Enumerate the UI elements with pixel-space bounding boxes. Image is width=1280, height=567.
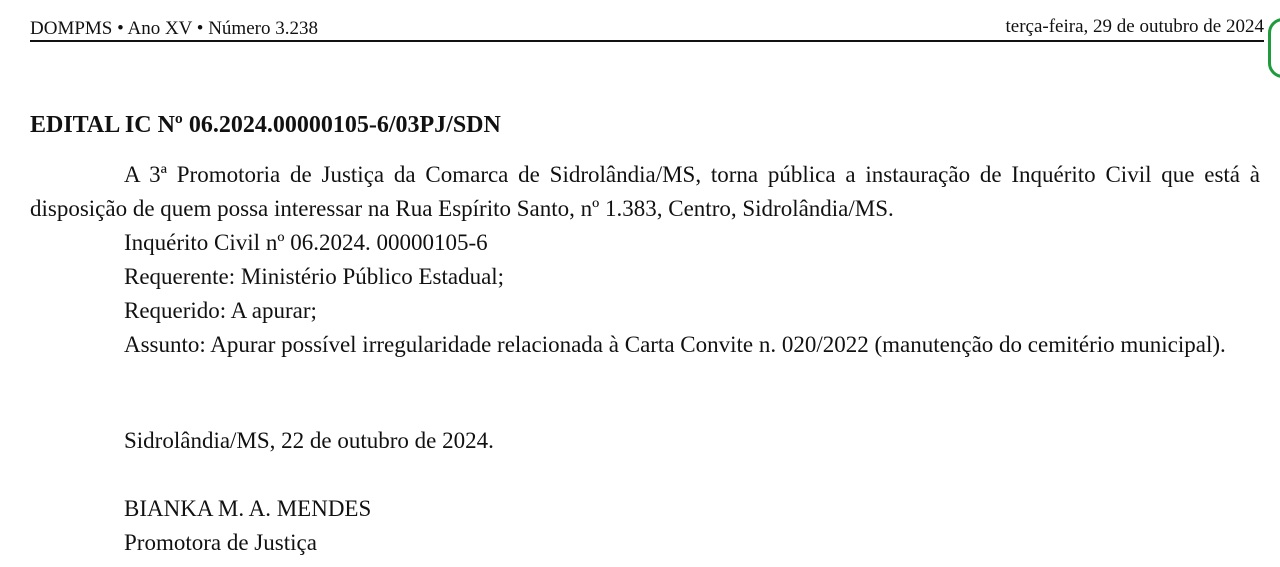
signatory-role: Promotora de Justiça [124, 530, 317, 555]
signatory-name-block [30, 492, 1260, 526]
assunto-text: Assunto: Apurar possível irregularidade relacionada à Carta Convite n. 020/2022 (manutenção do cemitério municipal). [124, 332, 1226, 357]
publication-date: terça-feira, 29 de outubro de 2024 [1005, 16, 1264, 37]
requerente-line-block [30, 260, 1260, 294]
requerente-line: Requerente: Ministério Público Estadual; [124, 264, 505, 289]
intro-paragraph [30, 158, 1260, 226]
place-date-block [30, 424, 1260, 458]
place-date: Sidrolândia/MS, 22 de outubro de 2024. [124, 428, 494, 453]
inquerito-line: Inquérito Civil nº 06.2024. 00000105-6 [124, 230, 488, 255]
page-header [30, 14, 1264, 42]
edital-title: EDITAL IC Nº 06.2024.00000105-6/03PJ/SDN [30, 112, 501, 138]
signatory-role-block [30, 526, 1260, 560]
inquerito-line-block [30, 226, 1260, 260]
requerido-line-block [30, 294, 1260, 328]
requerido-line: Requerido: A apurar; [124, 298, 317, 323]
publication-info: DOMPMS • Ano XV • Número 3.238 [30, 18, 318, 39]
edge-circle-icon [1268, 18, 1280, 78]
intro-text: A 3ª Promotoria de Justiça da Comarca de Sidrolândia/MS, torna pública a instauração de Inquérito Civil que está à disposição de quem possa interessar na Rua Espírito Santo, nº 1.383, Centro, Sidrolândia/MS. [30, 162, 1260, 221]
assunto-paragraph [30, 328, 1260, 362]
signatory-name: BIANKA M. A. MENDES [124, 496, 372, 521]
